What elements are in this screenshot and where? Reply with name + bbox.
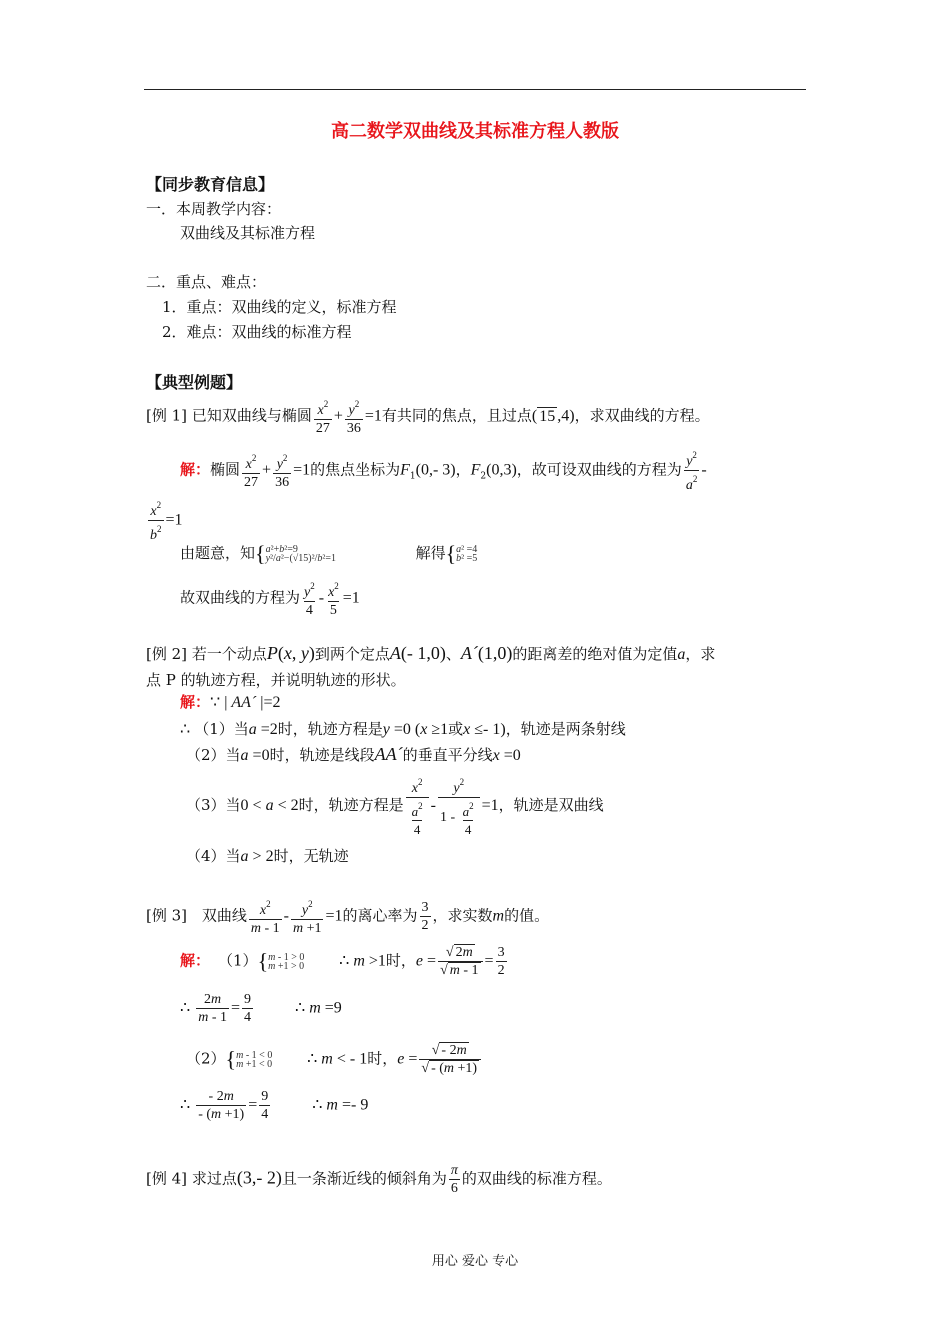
header-rule	[144, 89, 806, 90]
example-2-label: [例 2]	[146, 645, 188, 663]
item1-label: 一．本周教学内容：	[146, 200, 282, 218]
formula: $\frac{x^2}{27}$	[315, 399, 330, 436]
example-1-solution: 解：椭圆 $\frac{x^2}{27}$ + $\frac{y^2}{36}$ =1的焦点坐标为$F_1(0,-$ 3)，$F_2(0,3)$，故可设双曲线的方程为 $\frac{y^2}{a^2}$ -	[180, 450, 707, 493]
example-3-label: [例 3]	[146, 906, 188, 925]
example-2-solution: 解：∵ | AA´ |=2	[180, 693, 281, 711]
example-2-statement-cont: 点 P 的轨迹方程，并说明轨迹的形状。	[146, 671, 406, 689]
section-examples: 【典型例题】	[146, 373, 243, 392]
example-3-step-4: ∴ $\frac{- 2m}{- (m +1)}$ = $\frac{9}{4}$ ∴ m =- 9	[180, 1089, 369, 1122]
example-3-case-1: 解： （1）{ m - 1 > 0 m +1 > 0 ∴ m >1时，e = $\frac{√ 2m}{√ m - 1}$ = $\frac{3}{2}$	[180, 945, 505, 978]
item1-body: 双曲线及其标准方程	[180, 224, 316, 242]
solution-label: 解：	[180, 951, 211, 970]
page-footer: 用心 爱心 专心	[431, 1254, 519, 1269]
section-sync-info: 【同步教育信息】	[146, 175, 275, 194]
example-2-case-3: （3）当0 < a < 2时，轨迹方程是 $\frac{x^2}{\frac{a^2}{4}}$ - $y^2$ 1 - $\frac{a^2}{4}$ =1，轨迹是双曲线	[186, 777, 604, 837]
example-1-system: 由题意，知{ a²+b²=9 y²/a²−(√15)²/b²=1 解得{ a² =4 b² =5	[180, 541, 478, 566]
page-title: 高二数学双曲线及其标准方程人教版	[331, 121, 619, 142]
example-2-case-4: （4）当a > 2时，无轨迹	[186, 847, 349, 865]
example-2-case-1: ∴ （1）当a =2时，轨迹方程是y =0 (x ≥1或x ≤- 1)，轨迹是两条射线	[180, 720, 626, 738]
example-4-statement: [例 4] 求过点(3,- 2)且一条渐近线的倾斜角为 $\frac{\pi}{6}$ 的双曲线的标准方程。	[146, 1163, 612, 1196]
example-3-statement: [例 3] 双曲线 $\frac{x^2}{m - 1}$ - $\frac{y^2}{m +1}$ =1的离心率为 $\frac{3}{2}$ ，求实数m的值。	[146, 899, 550, 936]
item2-point1: 1．重点：双曲线的定义，标准方程	[162, 298, 397, 316]
solution-label: 解：	[180, 460, 211, 479]
example-2-case-2: （2）当a =0时，轨迹是线段AA´的垂直平分线x =0	[186, 744, 521, 764]
solution-label: 解：	[180, 693, 211, 711]
example-3-case-2: （2）{ m - 1 < 0 m +1 < 0 ∴ m < - 1时，e = $\frac{√ - 2m}{√ - (m +1)}$	[186, 1042, 483, 1077]
example-1-statement: [例 1] 已知双曲线与椭圆 $\frac{x^2}{27}$ + $\frac{y^2}{36}$ =1有共同的焦点，且过点( 15 ,4)，求双曲线的方程。	[146, 396, 710, 437]
item2-point2: 2．难点：双曲线的标准方程	[162, 323, 352, 341]
example-1-answer: 故双曲线的方程为 $\frac{y^2}{4}$ - $\frac{x^2}{5}$ =1	[180, 581, 360, 618]
item2-label: 二．重点、难点：	[146, 273, 267, 291]
example-1-solution-cont: $\frac{x^2}{b^2}$ =1	[150, 500, 183, 543]
example-2-statement: [例 2] 若一个动点P(x, y)到两个定点A(- 1,0)、A´(1,0)的距离差的绝对值为定值a，求	[146, 643, 716, 663]
example-4-label: [例 4]	[146, 1169, 188, 1188]
example-3-step-2: ∴ $\frac{2m}{m - 1}$ = $\frac{9}{4}$ ∴ m =9	[180, 992, 342, 1025]
example-1-label: [例 1]	[146, 406, 188, 425]
